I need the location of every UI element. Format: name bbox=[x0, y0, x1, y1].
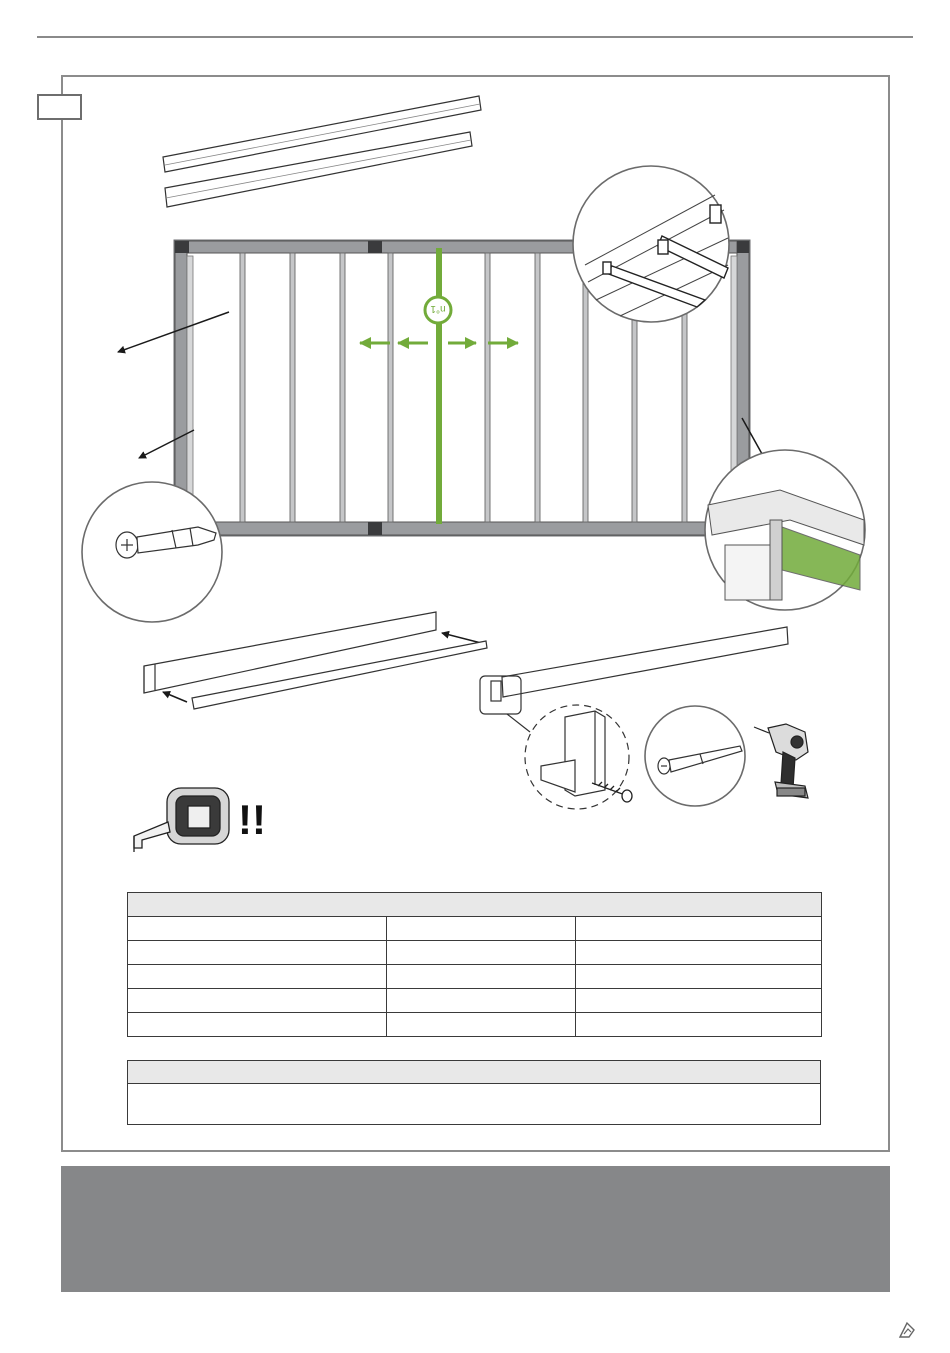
note-table bbox=[127, 1060, 821, 1125]
page-logo-icon bbox=[897, 1320, 917, 1340]
table-cell bbox=[128, 917, 387, 941]
bracket-detail-icon bbox=[525, 705, 632, 809]
table-cell bbox=[576, 965, 822, 989]
dimensions-table-header-row bbox=[128, 893, 822, 917]
table-cell bbox=[128, 989, 387, 1013]
rail-number-label: n°1 bbox=[430, 303, 446, 314]
table-cell bbox=[576, 989, 822, 1013]
long-screw-icon bbox=[645, 706, 745, 806]
table-row bbox=[128, 941, 822, 965]
double-exclamation-icon: !! bbox=[238, 796, 266, 843]
table-cell bbox=[387, 965, 576, 989]
table-row bbox=[128, 917, 822, 941]
note-table-header bbox=[128, 1061, 821, 1084]
table-cell bbox=[387, 917, 576, 941]
table-row bbox=[128, 989, 822, 1013]
table-cell bbox=[387, 1013, 576, 1037]
cordless-drill-icon bbox=[754, 724, 808, 798]
info-band bbox=[61, 1166, 890, 1292]
table-cell bbox=[128, 941, 387, 965]
dimensions-table bbox=[127, 892, 822, 1037]
rail-boards-icon bbox=[163, 96, 481, 207]
table-cell bbox=[576, 941, 822, 965]
screw-detail-icon bbox=[82, 482, 222, 622]
table-cell bbox=[387, 989, 576, 1013]
table-row bbox=[128, 1013, 822, 1037]
table-cell bbox=[128, 1013, 387, 1037]
beam-with-strip-icon bbox=[144, 612, 487, 709]
pointer-arrows bbox=[118, 312, 771, 702]
post-detail-icon bbox=[705, 450, 865, 610]
table-cell bbox=[576, 1013, 822, 1037]
table-cell bbox=[387, 941, 576, 965]
bracket-beam-icon bbox=[480, 627, 788, 732]
dimensions-table-header bbox=[128, 893, 822, 917]
table-row bbox=[128, 965, 822, 989]
note-table-body bbox=[128, 1084, 821, 1125]
corner-bracket-detail-icon bbox=[573, 166, 729, 322]
table-cell bbox=[576, 917, 822, 941]
table-cell bbox=[128, 965, 387, 989]
tape-measure-icon bbox=[134, 788, 229, 852]
